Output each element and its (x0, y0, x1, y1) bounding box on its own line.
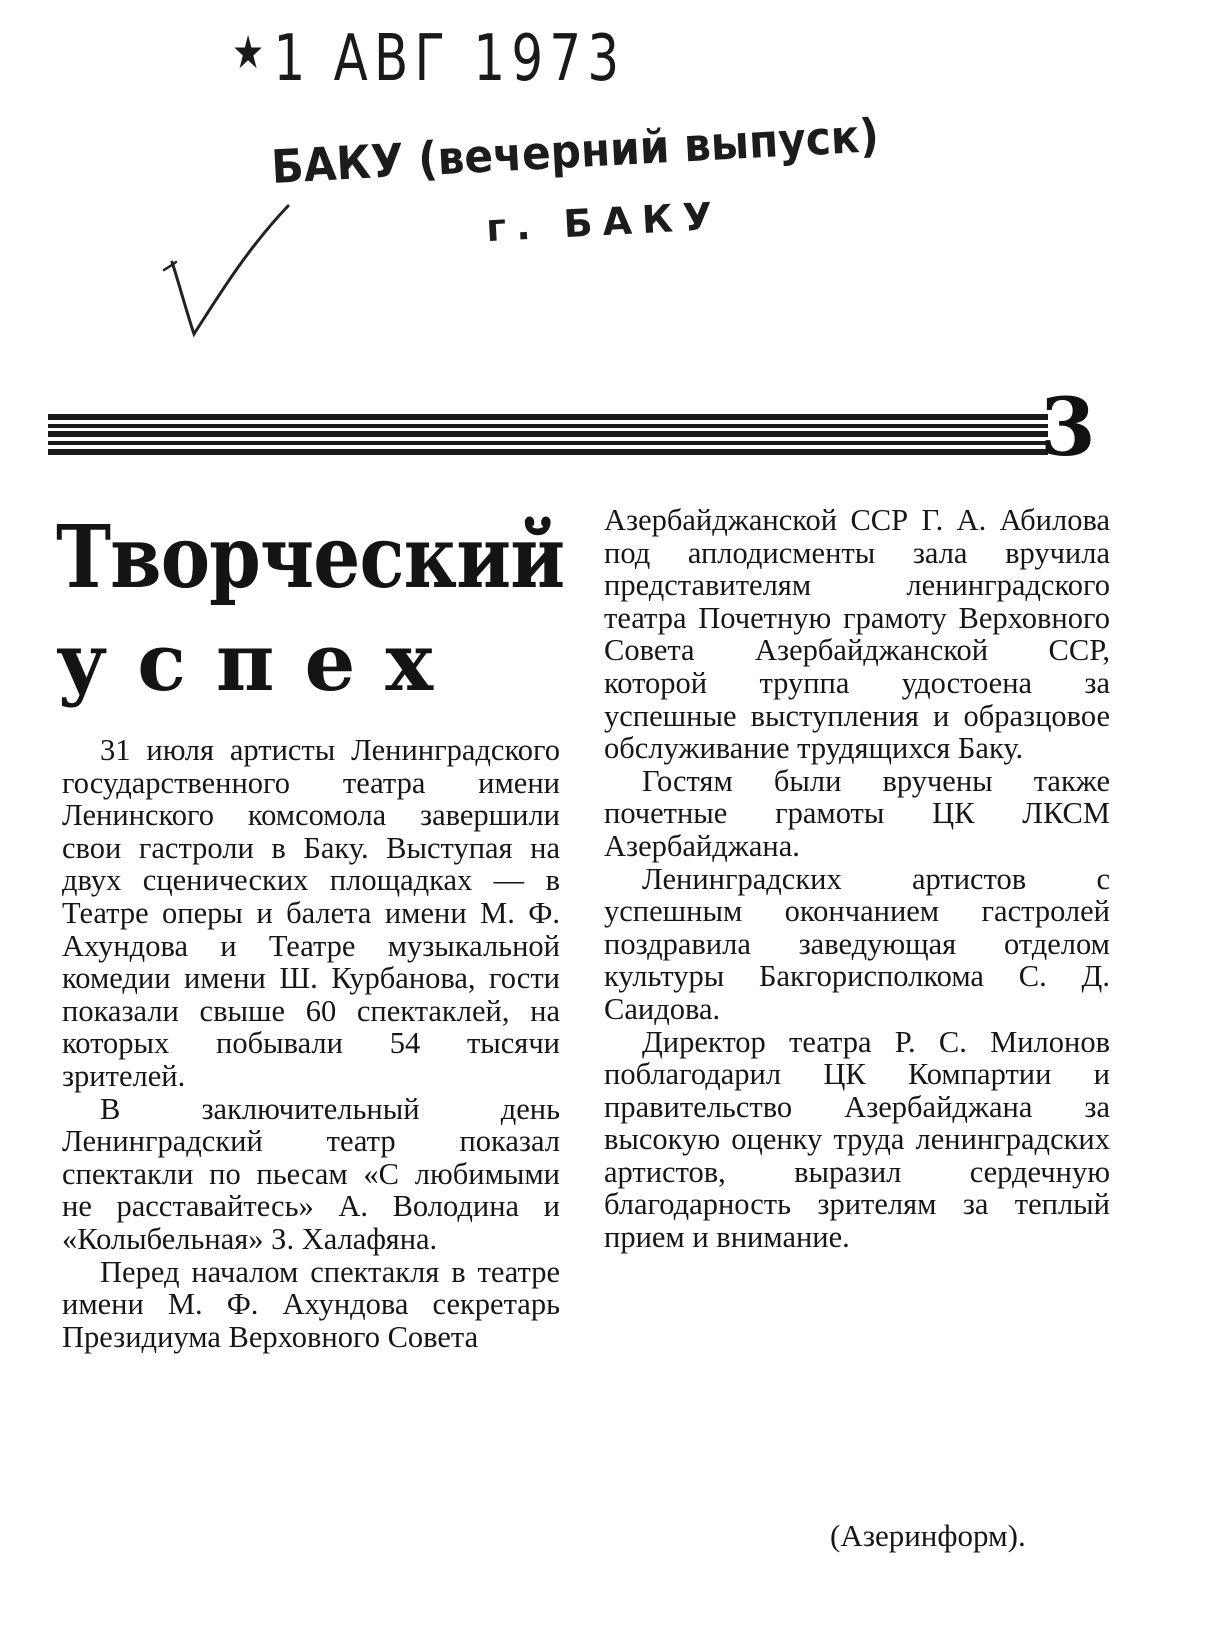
paragraph: Ленинградских артистов с успешным окончанием гастролей поздравила заведующая отделом культуры Бакгорисполкома С. Д. Саидова. (604, 861, 1110, 1026)
stamp-date (232, 22, 625, 96)
checkmark-icon (160, 200, 300, 350)
stamp-publication: БАКУ (вечерний выпуск) (270, 108, 881, 194)
star-icon: ★ (232, 25, 271, 79)
paragraph: Перед началом спектакля в театре имени М. Ф. Ахундова секретарь Президиума Верховного Совета (62, 1254, 560, 1354)
paragraph: Гостям были вручены также почетные грамоты ЦК ЛКСМ Азербайджана. (604, 763, 1110, 863)
paragraph: Директор театра Р. С. Милонов поблагодарил ЦК Компартии и правительство Азербайджана за высокую оценку труда ленинградских артистов, выразил сердечную благодарность зрителям за теплый прием и внимание. (604, 1024, 1110, 1255)
headline-line-1: Творческий (56, 507, 565, 608)
article-source: (Азеринформ). (830, 1518, 1026, 1553)
paragraph: 31 июля артисты Ленинградского государственного театра имени Ленинского комсомола завершили свои гастроли в Баку. Выступая на двух сценических площадках — в Театре оперы и балета имени М. Ф. Ахундова и Театре музыкальной комедии имени Ш. Курбанова, гости показали свыше 60 спектаклей, на которых побывали 54 тысячи зрителей. (62, 733, 560, 1093)
stamp-city: г. БАКУ (485, 193, 724, 251)
headline-line-2: успех (56, 615, 464, 709)
page-number: 3 (1040, 380, 1096, 474)
article-column-2 (604, 504, 1110, 1254)
paragraph-continued: Азербайджанской ССР Г. А. Абилова под аплодисменты зала вручила представителям ленинградского театра Почетную грамоту Верховного Совета Азербайджанской ССР, которой труппа удостоена за успешные выступления и образцовое обслуживание трудящихся Баку. (604, 503, 1110, 766)
stamp-date-text: 1 АВГ 1973 (273, 22, 626, 96)
article-column-1 (62, 734, 560, 1353)
paragraph: В заключительный день Ленинградский театр показал спектакли по пьесам «С любимыми не расставайтесь» А. Володина и «Колыбельная» З. Халафяна. (62, 1091, 560, 1256)
section-divider-rule (48, 414, 1048, 458)
article-headline (56, 508, 576, 710)
